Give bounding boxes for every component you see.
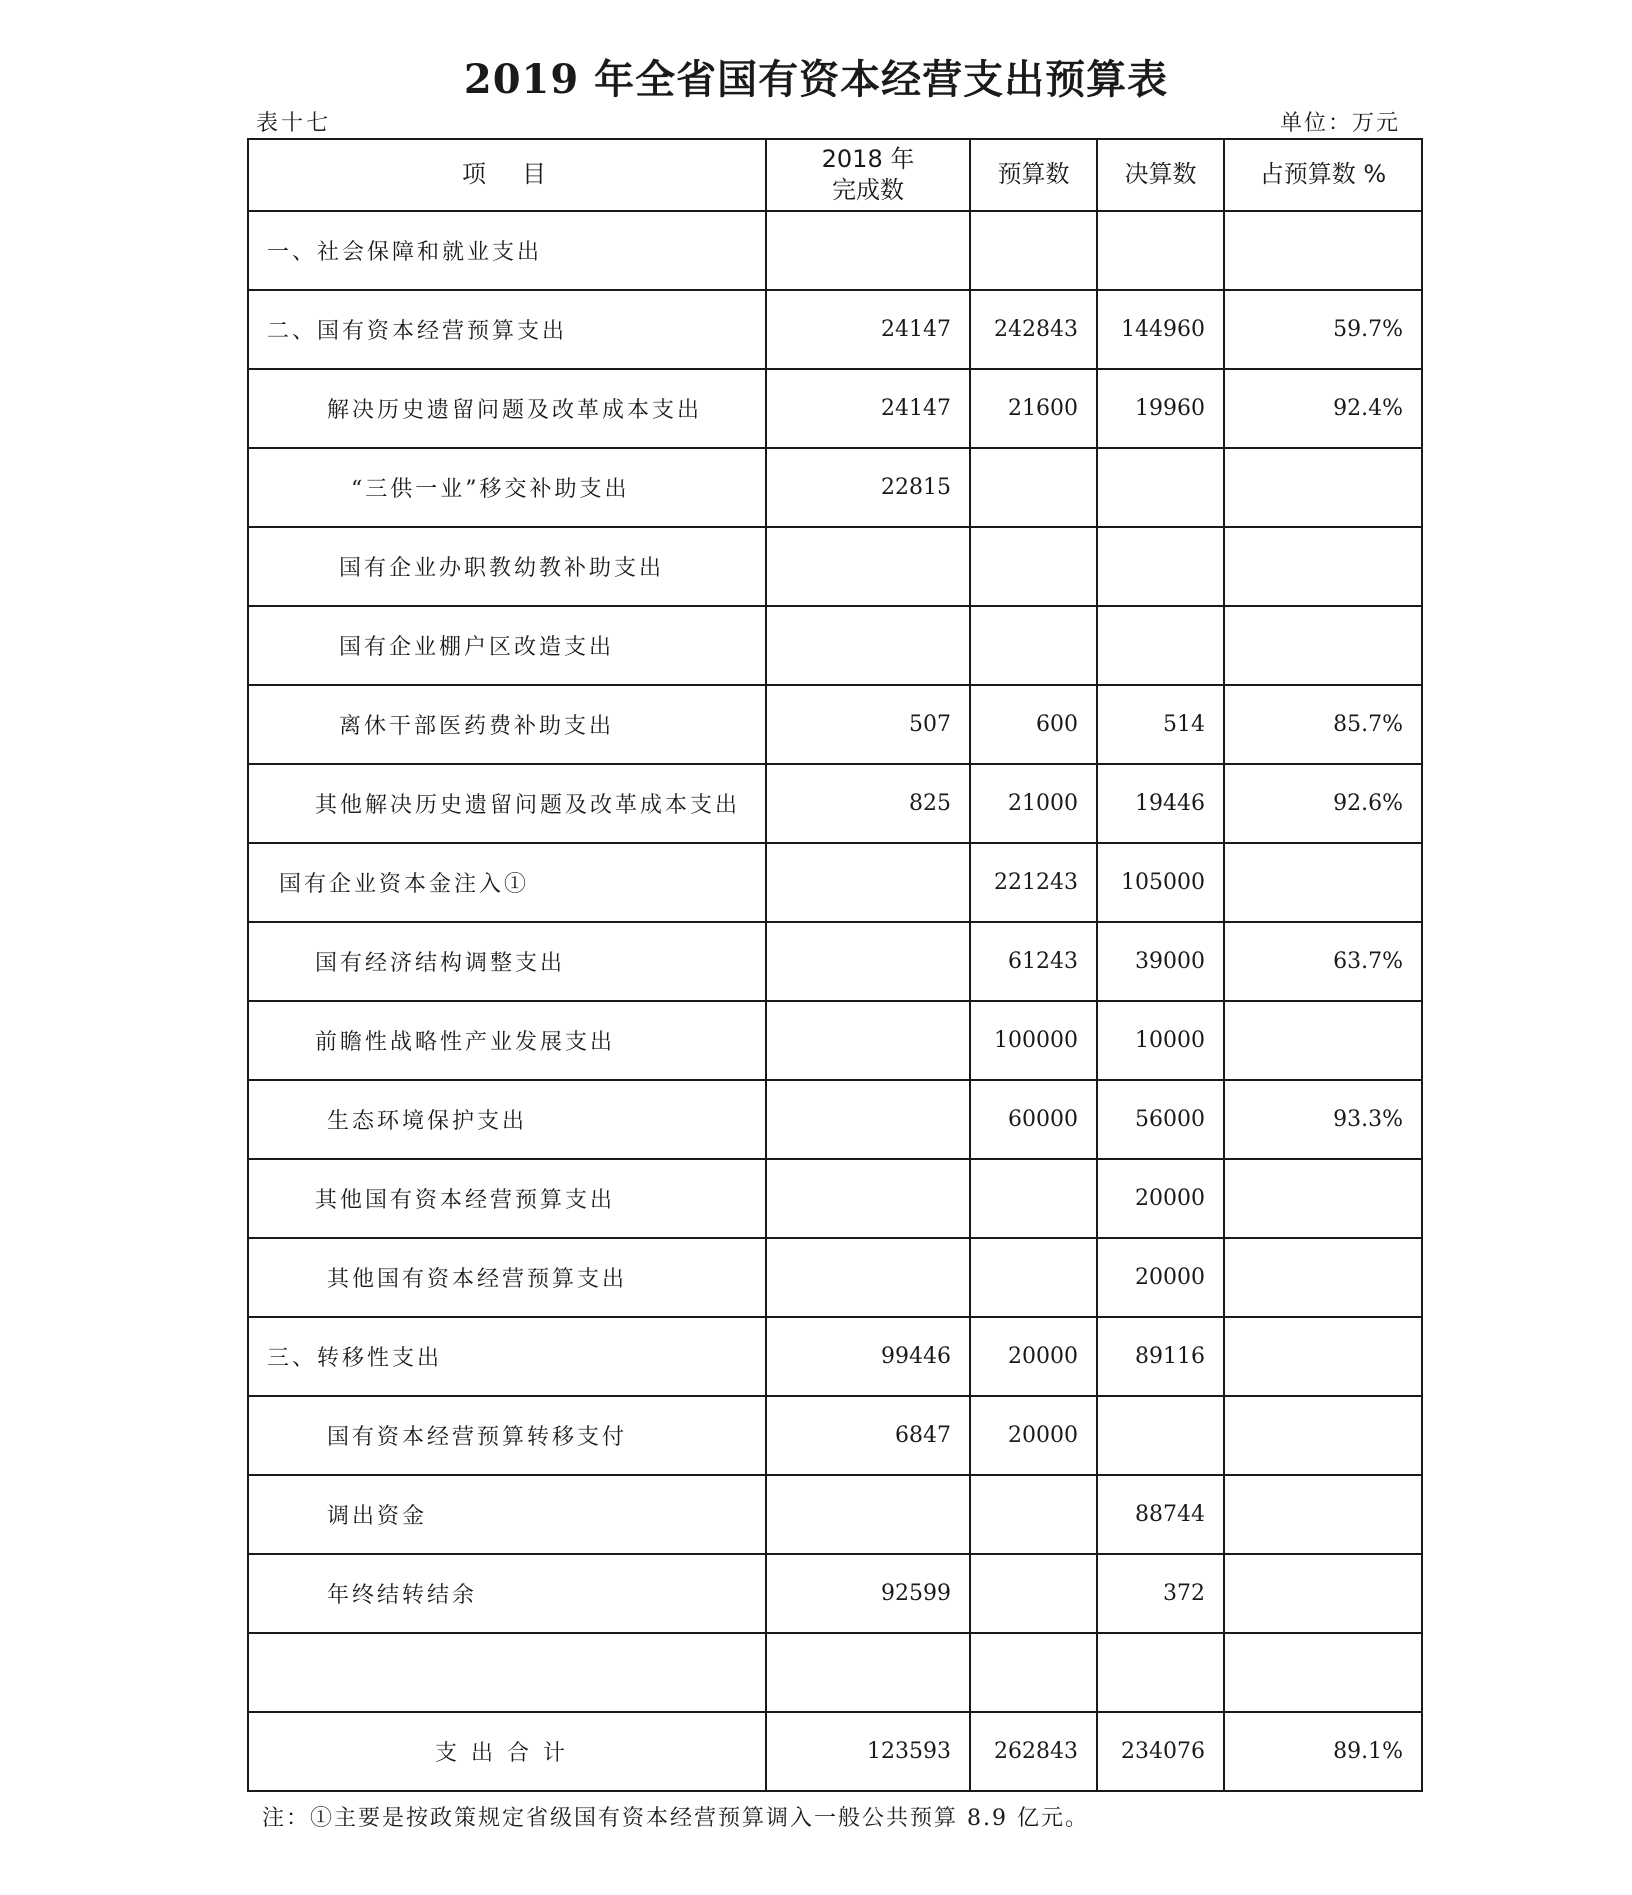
table-row [248,211,1422,290]
table-row [248,1475,1422,1554]
unit-label: 单位：万元 [1279,111,1400,136]
table-row [248,369,1422,448]
row-item: “三供一业”移交补助支出 [248,448,766,527]
row-2018 [766,606,970,685]
row-pct [1224,1633,1422,1712]
row-budget: 60000 [970,1080,1097,1159]
row-item: 国有资本经营预算转移支付 [248,1396,766,1475]
row-2018: 22815 [766,448,970,527]
row-final [1097,448,1224,527]
row-budget [970,1238,1097,1317]
row-pct: 63.7% [1224,922,1422,1001]
table-row [248,1633,1422,1712]
row-2018: 24147 [766,369,970,448]
table-row [248,606,1422,685]
header-pct: 占预算数 % [1224,139,1422,211]
row-budget: 61243 [970,922,1097,1001]
row-item: 前瞻性战略性产业发展支出 [248,1001,766,1080]
row-item: 三、转移性支出 [248,1317,766,1396]
row-final [1097,606,1224,685]
table-row [248,1238,1422,1317]
header-final: 决算数 [1097,139,1224,211]
row-pct [1224,1001,1422,1080]
row-budget [970,448,1097,527]
row-item: 调出资金 [248,1475,766,1554]
row-budget [970,1475,1097,1554]
row-2018 [766,843,970,922]
row-2018 [766,1475,970,1554]
row-pct [1224,211,1422,290]
row-2018 [766,1159,970,1238]
table-row [248,1396,1422,1475]
row-budget [970,1159,1097,1238]
row-item: 国有企业资本金注入① [248,843,766,922]
row-pct [1224,1238,1422,1317]
row-pct [1224,1396,1422,1475]
row-final: 56000 [1097,1080,1224,1159]
row-pct [1224,448,1422,527]
footnote: 注：①主要是按政策规定省级国有资本经营预算调入一般公共预算 8.9 亿元。 [262,1806,1089,1831]
row-pct [1224,527,1422,606]
table-row [248,1080,1422,1159]
header-item: 项 目 [248,139,766,211]
row-item: 解决历史遗留问题及改革成本支出 [248,369,766,448]
table-row [248,764,1422,843]
row-2018: 99446 [766,1317,970,1396]
table-row [248,448,1422,527]
table-row [248,1159,1422,1238]
total-2018: 123593 [766,1712,970,1791]
total-pct: 89.1% [1224,1712,1422,1791]
table-row [248,527,1422,606]
row-budget: 242843 [970,290,1097,369]
row-final: 20000 [1097,1238,1224,1317]
row-budget [970,1554,1097,1633]
row-final: 39000 [1097,922,1224,1001]
row-2018 [766,211,970,290]
row-budget: 100000 [970,1001,1097,1080]
header-2018-line1: 2018 年 [821,144,915,173]
table-row [248,843,1422,922]
table-row [248,1317,1422,1396]
row-final: 88744 [1097,1475,1224,1554]
header-row [248,139,1422,211]
row-item: 年终结转结余 [248,1554,766,1633]
row-pct: 92.6% [1224,764,1422,843]
row-final: 20000 [1097,1159,1224,1238]
row-budget [970,211,1097,290]
row-item: 其他国有资本经营预算支出 [248,1159,766,1238]
row-pct [1224,843,1422,922]
row-final: 144960 [1097,290,1224,369]
row-item: 国有企业棚户区改造支出 [248,606,766,685]
table-row [248,1554,1422,1633]
row-2018: 24147 [766,290,970,369]
row-final: 10000 [1097,1001,1224,1080]
page-title: 2019 年全省国有资本经营支出预算表 [463,56,1169,103]
row-budget [970,1633,1097,1712]
table-number: 表十七 [256,111,332,136]
row-2018: 6847 [766,1396,970,1475]
row-2018 [766,527,970,606]
row-pct [1224,1554,1422,1633]
row-final [1097,1633,1224,1712]
row-budget: 221243 [970,843,1097,922]
row-item: 一、社会保障和就业支出 [248,211,766,290]
row-final: 89116 [1097,1317,1224,1396]
row-final: 372 [1097,1554,1224,1633]
table-row [248,685,1422,764]
row-2018 [766,922,970,1001]
row-final: 514 [1097,685,1224,764]
row-final [1097,211,1224,290]
row-2018: 507 [766,685,970,764]
row-2018 [766,1238,970,1317]
row-2018 [766,1001,970,1080]
row-pct: 85.7% [1224,685,1422,764]
row-pct [1224,1475,1422,1554]
row-item: 生态环境保护支出 [248,1080,766,1159]
row-budget [970,606,1097,685]
row-pct: 92.4% [1224,369,1422,448]
row-item: 其他国有资本经营预算支出 [248,1238,766,1317]
row-item: 二、国有资本经营预算支出 [248,290,766,369]
table-row [248,1001,1422,1080]
header-2018-completed [766,139,970,211]
row-pct [1224,1159,1422,1238]
row-item [248,1633,766,1712]
row-final [1097,527,1224,606]
row-budget [970,527,1097,606]
row-2018 [766,1080,970,1159]
row-item: 国有企业办职教幼教补助支出 [248,527,766,606]
row-budget: 21000 [970,764,1097,843]
row-final [1097,1396,1224,1475]
budget-table [247,138,1423,1792]
row-final: 19960 [1097,369,1224,448]
row-pct [1224,606,1422,685]
row-final: 19446 [1097,764,1224,843]
row-budget: 20000 [970,1317,1097,1396]
row-pct: 93.3% [1224,1080,1422,1159]
row-2018: 825 [766,764,970,843]
table-row [248,922,1422,1001]
row-item: 其他解决历史遗留问题及改革成本支出 [248,764,766,843]
row-item: 国有经济结构调整支出 [248,922,766,1001]
total-label: 支出合计 [248,1712,766,1791]
row-pct: 59.7% [1224,290,1422,369]
table-row [248,290,1422,369]
header-2018-line2: 完成数 [832,176,904,204]
row-budget: 600 [970,685,1097,764]
row-2018: 92599 [766,1554,970,1633]
row-item: 离休干部医药费补助支出 [248,685,766,764]
row-budget: 20000 [970,1396,1097,1475]
row-2018 [766,1633,970,1712]
row-pct [1224,1317,1422,1396]
total-final: 234076 [1097,1712,1224,1791]
total-budget: 262843 [970,1712,1097,1791]
header-budget: 预算数 [970,139,1097,211]
row-budget: 21600 [970,369,1097,448]
total-row [248,1712,1422,1791]
row-final: 105000 [1097,843,1224,922]
